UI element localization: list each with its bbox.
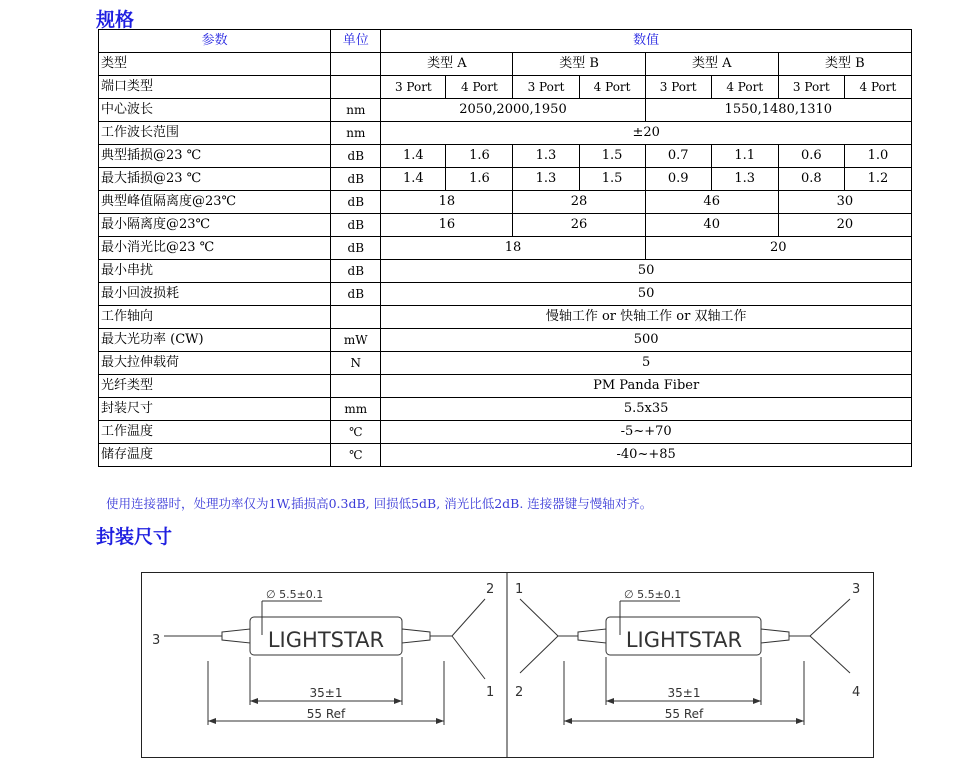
table-row (99, 122, 912, 145)
row-unit: nm (331, 99, 381, 122)
boot-left (578, 629, 606, 643)
fiber-out-bottom (452, 636, 485, 679)
row-param: 工作温度 (99, 421, 331, 444)
diameter-label: ∅ 5.5±0.1 (266, 588, 324, 601)
table-row (99, 398, 912, 421)
row-unit: dB (331, 260, 381, 283)
row-unit: N (331, 352, 381, 375)
value-cell: 50 (381, 283, 912, 306)
table-row (99, 168, 912, 191)
arrow (796, 718, 804, 724)
table-row (99, 352, 912, 375)
type-row (99, 53, 912, 76)
value-cell: 500 (381, 329, 912, 352)
fiber-in-bottom (520, 636, 558, 673)
arrow (606, 698, 614, 704)
port-label: 1 (486, 685, 495, 700)
value-cell: 0.8 (778, 168, 844, 191)
arrow (436, 718, 444, 724)
value-cell: 20 (778, 214, 911, 237)
row-param: 最小隔离度@23℃ (99, 214, 331, 237)
value-cell: 2050,2000,1950 (381, 99, 645, 122)
row-param: 工作轴向 (99, 306, 331, 329)
fiber-out-top (452, 599, 485, 636)
package-drawing (141, 572, 874, 758)
port-cell: 3 Port (778, 76, 844, 99)
port-cell: 4 Port (579, 76, 645, 99)
row-param: 储存温度 (99, 444, 331, 467)
table-row (99, 329, 912, 352)
package-heading: 封装尺寸 (96, 526, 173, 548)
value-cell: 1.3 (513, 168, 579, 191)
port-cell: 4 Port (711, 76, 778, 99)
port-label: 3 (152, 633, 161, 648)
value-cell: 46 (645, 191, 778, 214)
value-cell: 1.4 (381, 168, 446, 191)
overall-label: 55 Ref (664, 707, 704, 721)
port-label: 4 (852, 685, 861, 700)
row-unit: ℃ (331, 444, 381, 467)
value-cell: 28 (513, 191, 645, 214)
port-cell: 4 Port (446, 76, 513, 99)
row-param: 端口类型 (99, 76, 331, 99)
row-param: 典型插损@23 ℃ (99, 145, 331, 168)
value-cell: 0.7 (645, 145, 711, 168)
value-cell: 30 (778, 191, 911, 214)
header-unit: 单位 (331, 30, 381, 53)
row-param: 最小回波损耗 (99, 283, 331, 306)
arrow (394, 698, 402, 704)
value-cell: PM Panda Fiber (381, 375, 912, 398)
row-unit: dB (331, 214, 381, 237)
value-cell: 20 (645, 237, 911, 260)
table-row (99, 260, 912, 283)
row-unit: dB (331, 237, 381, 260)
type-cell: 类型 B (513, 53, 645, 76)
row-param: 最大光功率 (CW) (99, 329, 331, 352)
port-row (99, 76, 912, 99)
row-unit: dB (331, 145, 381, 168)
arrow (250, 698, 258, 704)
value-cell: 1.6 (446, 145, 513, 168)
port-cell: 3 Port (645, 76, 711, 99)
row-param: 最小串扰 (99, 260, 331, 283)
value-cell: 1.6 (446, 168, 513, 191)
table-row (99, 237, 912, 260)
row-unit: dB (331, 191, 381, 214)
port-label: 3 (852, 582, 861, 597)
value-cell: 5 (381, 352, 912, 375)
port-cell: 3 Port (513, 76, 579, 99)
table-row (99, 283, 912, 306)
port-cell: 4 Port (844, 76, 911, 99)
row-unit: ℃ (331, 421, 381, 444)
table-row (99, 306, 912, 329)
value-cell: -5~+70 (381, 421, 912, 444)
usage-note: 使用连接器时，处理功率仅为1W,插损高0.3dB, 回损低5dB, 消光比低2dB. 连接器键与慢轴对齐。 (106, 496, 653, 511)
diameter-label: ∅ 5.5±0.1 (624, 588, 682, 601)
value-cell: 40 (645, 214, 778, 237)
table-row (99, 99, 912, 122)
port-label: 2 (486, 582, 495, 597)
package-drawing-svg (142, 573, 873, 757)
row-unit: nm (331, 122, 381, 145)
value-cell: 0.9 (645, 168, 711, 191)
table-row (99, 214, 912, 237)
value-cell: 0.6 (778, 145, 844, 168)
table-row (99, 145, 912, 168)
header-param: 参数 (99, 30, 331, 53)
value-cell: 1.3 (711, 168, 778, 191)
boot-right (402, 629, 430, 643)
row-param: 类型 (99, 53, 331, 76)
row-unit (331, 306, 381, 329)
row-param: 典型峰值隔离度@23℃ (99, 191, 331, 214)
row-param: 中心波长 (99, 99, 331, 122)
spec-table (98, 29, 912, 467)
arrow (753, 698, 761, 704)
value-cell: 18 (381, 191, 513, 214)
row-unit: dB (331, 168, 381, 191)
spec-heading: 规格 (96, 9, 135, 31)
row-unit (331, 76, 381, 99)
value-cell: 18 (381, 237, 645, 260)
row-param: 最大插损@23 ℃ (99, 168, 331, 191)
table-row (99, 191, 912, 214)
brand-label: LIGHTSTAR (267, 628, 385, 652)
boot-right (761, 629, 789, 643)
row-param: 光纤类型 (99, 375, 331, 398)
fiber-out-bottom (810, 636, 850, 673)
value-cell: 50 (381, 260, 912, 283)
row-unit (331, 53, 381, 76)
value-cell: 慢轴工作 or 快轴工作 or 双轴工作 (381, 306, 912, 329)
length-label: 35±1 (309, 686, 343, 700)
overall-label: 55 Ref (306, 707, 346, 721)
fiber-out-top (810, 599, 850, 636)
type-cell: 类型 A (645, 53, 778, 76)
table-row (99, 421, 912, 444)
row-param: 最小消光比@23 ℃ (99, 237, 331, 260)
row-param: 工作波长范围 (99, 122, 331, 145)
value-cell: 1.5 (579, 145, 645, 168)
table-row (99, 375, 912, 398)
value-cell: -40~+85 (381, 444, 912, 467)
table-header-row (99, 30, 912, 53)
value-cell: 1.0 (844, 145, 911, 168)
row-unit: mW (331, 329, 381, 352)
port-cell: 3 Port (381, 76, 446, 99)
value-cell: 16 (381, 214, 513, 237)
port-label: 2 (515, 685, 524, 700)
value-cell: 1.4 (381, 145, 446, 168)
row-param: 最大拉伸载荷 (99, 352, 331, 375)
header-value: 数值 (381, 30, 912, 53)
value-cell: 26 (513, 214, 645, 237)
row-param: 封装尺寸 (99, 398, 331, 421)
value-cell: 1.3 (513, 145, 579, 168)
row-unit: dB (331, 283, 381, 306)
arrow (564, 718, 572, 724)
value-cell: 1.1 (711, 145, 778, 168)
type-cell: 类型 B (778, 53, 911, 76)
type-cell: 类型 A (381, 53, 513, 76)
value-cell: 5.5x35 (381, 398, 912, 421)
row-unit (331, 375, 381, 398)
length-label: 35±1 (667, 686, 701, 700)
row-unit: mm (331, 398, 381, 421)
value-cell: 1.5 (579, 168, 645, 191)
fiber-in-top (520, 599, 558, 636)
value-cell: 1550,1480,1310 (645, 99, 911, 122)
value-cell: ±20 (381, 122, 912, 145)
boot-left (222, 629, 250, 643)
value-cell: 1.2 (844, 168, 911, 191)
table-row (99, 444, 912, 467)
brand-label: LIGHTSTAR (625, 628, 743, 652)
arrow (208, 718, 216, 724)
port-label: 1 (515, 582, 524, 597)
